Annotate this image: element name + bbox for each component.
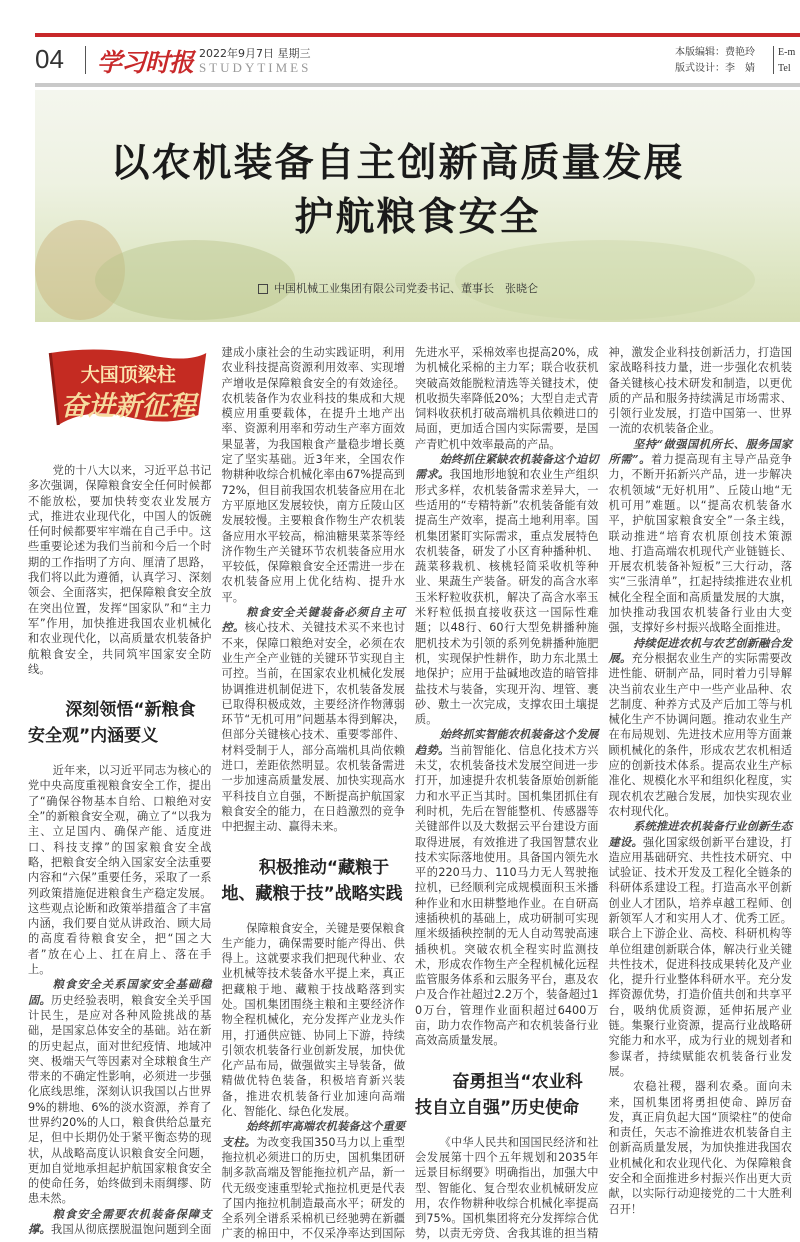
paragraph-text: 为改变我国350马力以上重型拖拉机必须进口的历史，国机集团研制多款高端及智能拖拉机产品，新一代无级变速重型轮式拖拉机更是代表了国内拖拉机制造最高水平；研发的全系列全谱系采棉机已经驰骋在新疆广袤的棉田中，不仅采净率达到国际先进水平，采棉效率也提高20%，成为机械化采棉的主力军；联合收获机突破高效能脱粒清选等关键技术，使机收损失率降低20%；大型自走式青饲料收获机打破高端机具依赖进口的局面，更加适合国内实际需要，是国产青贮机中效率最高的产品。 [221, 346, 599, 1241]
masthead-english: STUDYTIMES [199, 60, 312, 75]
paragraph-text: 农稳社稷，器利农桑。面向未来，国机集团将勇担使命、踔厉奋发，真正肩负起大国“顶梁柱”的使命和责任，矢志不渝推进农机装备自主创新高质量发展，为加快推进我国农业机械化和农业现代化、为保障粮食安全和全面推进乡村振兴作出更大贡献，以实际行动迎接党的二十大胜利召开！ [608, 1080, 792, 1216]
masthead-logo: 学习时报 [97, 48, 194, 77]
designer: 版式设计：李 婧 [675, 63, 755, 74]
editor: 本版编辑：费艳玲 [675, 47, 755, 58]
paragraph [609, 437, 793, 636]
paragraph-text: 充分根据农业生产的实际需要改进性能、研制产品，同时着力引导解决当前农业生产中一些产业品种、农艺制度、种养方式及产后加工等与机械化生产不协调问题。推动农业生产在布局规划、先进技术应用等方面兼顾机械化的条件，形成农艺农机相适应的创新技术体系。提高农业生产标准化、规模化水平和组织化程度，实现农机农艺融合发展，加快实现农业农村现代化。 [608, 651, 792, 818]
issue-date: 2022年9月7日 星期三 [199, 47, 311, 60]
paragraph-text: 我国地形地貌和农业生产组织形式多样，农机装备需求差异大，一些适用的“专精特新”农机装备能有效提高生产效率，提高土地利用率。国机集团紧盯实际需求，重点发展特色农机装备，研发了小区育种播种机、蔬菜移栽机、核桃轻简采收机等种业、果蔬生产装备。研发的高含水率玉米籽粒收获机，解决了高含水率玉米籽粒低损直接收获这一国际性难题；以48行、60行大型免耕播种施肥机技术为引领的系列免耕播种施肥机，实现保护性耕作，助力东北黑土地保护；应用于盐碱地改造的暗管排盐技术与装备，实现开沟、埋管、裹砂、敷土一次完成，支撑农田土壤提质。 [415, 468, 599, 727]
paragraph-text: 核心技术、关键技术买不来也讨不来，保障口粮绝对安全，必须在农业生产全产业链的关键环节实现自主可控。当前，在国家农业机械化发展协调推进机制促进下，农机装备发展已取得积极成效，主要经济作物薄弱环节“无机可用”问题基本得到解决，但部分关键核心技术、重要零部件、材料受制于人，部分高端机具尚依赖进口，差距依然明显。农机装备需进一步加速高质量发展、加快实现高水平科技自立自强，不断提高护航国家粮食安全的能力，在日趋激烈的竞争中把握主动、赢得未来。 [221, 621, 405, 834]
paragraph-text: 当前智能化、信息化技术方兴未艾，农机装备技术发展空间进一步打开，加速提升农机装备原始创新能力和水平正当其时。国机集团抓住有利时机，先后在智能整机、传感器等关键部件以及大数据云平台建设方面取得进展，有效推进了我国智慧农业技术实际落地使用。具备国内领先水平的220马力、110马力无人驾驶拖拉机，已经顺利完成规模面积玉米播种作业和水田耕整地作业。在自研高速插秧机的基础上，成功研制可实现厘米级插秧控制的无人自动驾驶高速插秧机。突破农机全程实时监测技术，形成农作物生产全程机械化远程监管服务体系和云服务平台，惠及农户及合作社超过2.2万个，装备超过10万台，管理作业面积超过6400万亩，助力农作物高产和农机装备行业高效高质量发展。 [415, 743, 599, 1048]
paragraph-lead: 系统推进农机装备行业创新生态建设。 [608, 819, 792, 849]
logo-line-2: 奋进新征程 [60, 391, 196, 422]
tel-label: Tel [778, 63, 791, 74]
paragraph-text: 我国从彻底摆脱温饱问题到全面建成小康社会的生动实践证明，利用农业科技提高资源利用效率、实现增产增收是保障粮食安全的有效途径。农机装备作为农业科技的集成和大规模应用重要载体，在提升土地产出率、资源利用率和劳动生产率方面效果显著，为我国粮食产量稳步增长奠定了坚实基础。近3年来，全国农作物耕种收综合机械化率由67%提高到72%，但目前我国农机装备应用在北方平原地区发展较快，南方丘陵山区发展较慢。主要粮食作物生产农机装备应用水平较高，棉油糖果菜茶等经济作物生产关键环节农机装备应用水平较低，保障粮食安全还需进一步在农机装备应用上优化结构、提升水平。 [50, 346, 405, 1237]
square-bullet-icon [258, 284, 268, 294]
paragraph [28, 977, 212, 1206]
paragraph [609, 1079, 793, 1217]
section-heading: 积极推动“藏粮于地、藏粮于技”战略实践 [221, 857, 403, 904]
paragraph [222, 605, 406, 834]
paragraph-text: 《中华人民共和国国民经济和社会发展第十四个五年规划和2035年远景目标纲要》明确指出，加强大中型、智能化、复合型农业机械研发应用，农作物耕种收综合机械化率提高到75%。国机集团将充分发挥综合优势，以责无旁贷、舍我其谁的担当精神，激发企业科技创新活力，打造国家战略科技力量，进一步强化农机装备关键核心技术研发和制造，以更优质的产品和服务持续满足市场需求、引领行业发展，打造中国第一、世界一流的农机装备企业。 [415, 346, 792, 1241]
paragraph-text: 保障粮食安全，关键是要保粮食生产能力，确保需要时能产得出、供得上。这就要求我们把现代种业、农业机械等技术装备水平提上来，真正把藏粮于地、藏粮于技战略落到实处。国机集团围绕主粮和主要经济作物全程机械化，充分发挥产业龙头作用，打通供应链、协同上下游，持续引领农机装备行业创新发展，加快优化产品布局，做强做实主导装备，做精做优特色装备，积极培育新兴装备，推进农机装备行业加速向高端化、智能化、绿色化发展。 [221, 921, 405, 1119]
page-number: 04 [35, 44, 64, 74]
editor-credits [675, 45, 755, 77]
paragraph-lead: 始终抓牢高端农机装备这个重要支柱。 [221, 1119, 405, 1149]
column-logo [28, 345, 212, 455]
divider [85, 46, 86, 74]
paragraph-lead: 粮食安全关系国家安全基础稳固。 [28, 977, 212, 1007]
paragraph [609, 819, 793, 1079]
page-header [35, 42, 800, 78]
top-red-rule [35, 33, 800, 37]
paragraph-text: 强化国家级创新平台建设，打造应用基础研究、共性技术研究、中试验证、技术开发及工程化全链条的科研体系建设工程。打造高水平创新创业人才团队，培养卓越工程师、创新领军人才和实用人才、优秀工匠。联合上下游企业、高校、科研机构等单位组建创新联合体，解决行业关键共性技术，促进科技成果转化及产业化，提升行业整体科研水平。充分发挥资源优势，打造价值共创和共享平台，吸纳优质资源，延伸拓展产业链。集聚行业资源，提高行业战略研究能力和水平，成为行业的规划者和参谋者，持续赋能农机装备行业发展。 [608, 835, 792, 1078]
headline-line-1: 以农机装备自主创新高质量发展 [110, 140, 685, 186]
paragraph-text: 近年来，以习近平同志为核心的党中央高度重视粮食安全工作，提出了“确保谷物基本自给、口粮绝对安全”的新粮食安全观，确立了“以我为主、立足国内、确保产能、适度进口、科技支撑”的国家粮食安全战略，把粮食安全纳入国家安全法重要内容和“六保”重要任务，采取了一系列政策措施促进粮食生产稳定发展。这些观点论断和政策举措蕴含了丰富内涵，我们要自觉从讲政治、顾大局的高度看待粮食安全，把“国之大者”放在心上、扛在肩上、落在手上。 [28, 764, 212, 977]
section-heading: 深刻领悟“新粮食安全观”内涵要义 [28, 700, 196, 747]
red-flag-icon [28, 345, 212, 455]
author: 中国机械工业集团有限公司党委书记、董事长 张晓仑 [274, 282, 538, 295]
paragraph-text: 党的十八大以来，习近平总书记多次强调，保障粮食安全任何时候都不能放松，要加快转变农业发展方式，推进农业现代化，中国人的饭碗任何时候都要牢牢端在自己手中。这些重要论述为我们当前和今后一个时期的工作指明了方向、厘清了思路，我们将以此为遵循，认真学习、深刻领会、全面落实，把保障粮食安全放在突出位置，发挥“国家队”和“主力军”作用，加快推进我国农业机械化和农业现代化，以高质量农机装备护航粮食安全，共同筑牢国家安全防线。 [28, 464, 212, 676]
paragraph-lead: 坚持“做强国机所长、服务国家所需”。 [608, 436, 792, 467]
paragraph [609, 636, 793, 820]
divider [773, 46, 774, 74]
email-label: E-m [778, 47, 796, 58]
paragraph-lead: 粮食安全需要农机装备保障支撑。 [28, 1206, 212, 1237]
paragraph [28, 463, 212, 677]
paragraph [415, 727, 599, 1048]
paragraph-lead: 始终抓住紧缺农机装备这个迫切需求。 [415, 452, 599, 482]
paragraph-lead: 始终抓实智能农机装备这个发展趋势。 [415, 727, 599, 757]
byline [258, 280, 538, 296]
paragraph [28, 763, 212, 977]
paragraph [222, 921, 406, 1120]
logo-line-1: 大国顶梁柱 [80, 364, 176, 386]
paragraph-text: 着力提高现有主导产品竞争力，不断开拓新兴产品，进一步解决农机领域“无好机用”、丘陵山地“无机可用”难题。以“提高农机装备水平，护航国家粮食安全”一条主线，联动推进“培育农机原创技术策源地、打造高端农机现代产业链链长、开展农机装备补短板”三大行动，落实“三张清单”，扛起持续推进农业机械化全程全面和高质量发展的大旗，加快推动我国农机装备行业由大变强，支撑好乡村振兴战略全面推进。 [608, 453, 792, 635]
paragraph-text: 历史经验表明，粮食安全关乎国计民生，是应对各种风险挑战的基础，是国家总体安全的基础。站在新的历史起点，面对世纪疫情、地域冲突、极端天气等因素对全球粮食生产带来的不确定性影响，必须进一步强化底线思维，深刻认识我国以占世界9%的耕地、6%的淡水资源，养育了世界约20%的人口，粮食供给总量充足，但中长期仍处于紧平衡态势的现状，从战略高度认识粮食安全问题，更加自觉地承担起护航国家粮食安全的使命任务，始终做到未雨绸缪、防患未然。 [28, 993, 212, 1206]
contact-info [778, 45, 795, 77]
paragraph-lead: 粮食安全关键装备必须自主可控。 [221, 605, 405, 635]
paragraph [415, 452, 599, 727]
paragraph-lead: 持续促进农机与农艺创新融合发展。 [608, 635, 792, 665]
section-heading: 奋勇担当“农业科技自立自强”历史使命 [415, 1071, 583, 1118]
header-gray-rule [35, 83, 800, 87]
headline-line-2: 护航粮食安全 [294, 194, 541, 240]
article-body [28, 345, 792, 1242]
